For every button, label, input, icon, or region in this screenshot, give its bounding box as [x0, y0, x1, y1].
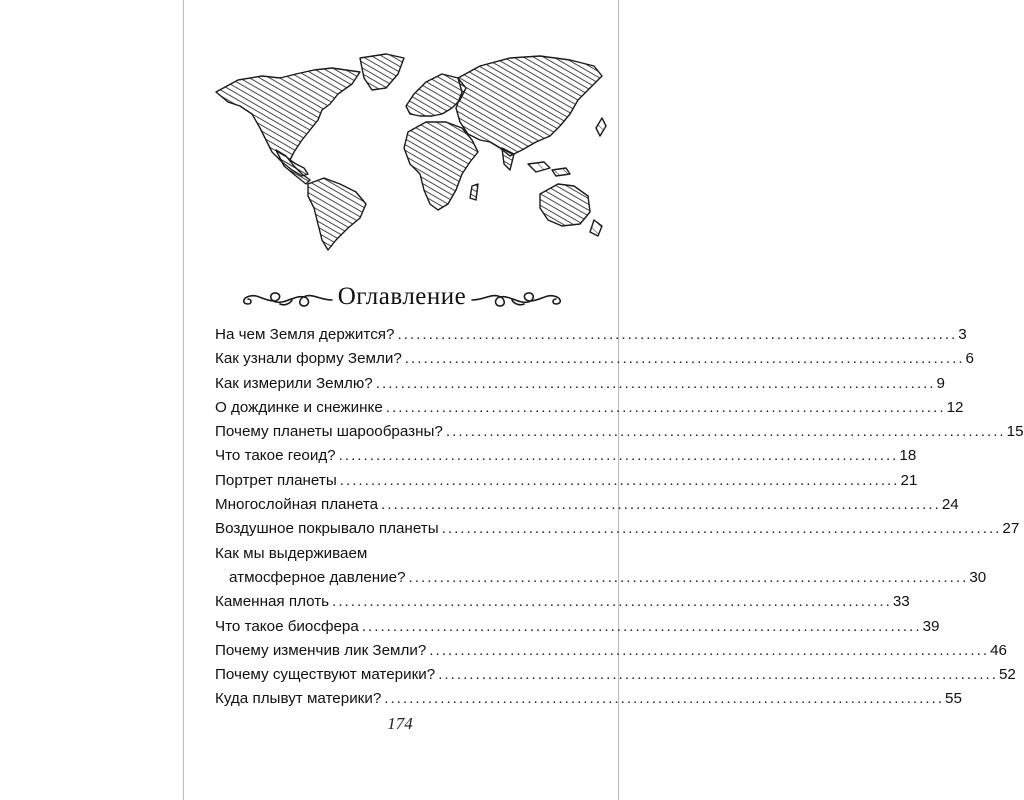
toc-entry[interactable] [215, 420, 1024, 444]
dot-leader: .......................................................................................... [332, 593, 892, 611]
toc-heading [232, 277, 572, 317]
toc-entry-title: атмосферное давление? [229, 568, 406, 586]
toc-entry-title: Почему изменчив лик Земли? [215, 641, 427, 659]
toc-entry[interactable] [215, 639, 1007, 663]
toc-entry-title: Почему существуют материки? [215, 666, 436, 684]
toc-entry-page: 30 [969, 568, 987, 586]
dot-leader: .......................................................................................... [445, 423, 1006, 441]
flourish-ornament-right-icon [470, 284, 570, 310]
toc-entry-page: 12 [946, 398, 964, 416]
toc-entry-page: 21 [900, 471, 918, 489]
dot-leader: .......................................................................................... [441, 520, 1002, 538]
toc-entry[interactable] [215, 469, 918, 493]
toc-entry[interactable] [215, 396, 964, 420]
toc-entry[interactable] [215, 590, 910, 614]
toc-entry[interactable] [215, 444, 917, 468]
toc-entry[interactable] [215, 517, 1020, 541]
dot-leader: .......................................................................................... [338, 447, 899, 465]
dot-leader: .......................................................................................... [438, 666, 998, 684]
dot-leader: .......................................................................................... [429, 641, 990, 659]
toc-entry-page: 3 [958, 326, 967, 343]
toc-entry[interactable] [215, 493, 959, 517]
toc-entry-title: Что такое биосфера [215, 617, 359, 635]
toc-entry-title: Куда плывут материки? [215, 690, 382, 708]
dot-leader: .......................................................................................... [381, 496, 941, 514]
toc-entry-title: Как измерили Землю? [215, 374, 373, 392]
toc-entry-page: 27 [1002, 520, 1020, 538]
toc-entry-title: Каменная плоть [215, 593, 330, 611]
toc-entry-page: 55 [945, 690, 962, 708]
toc-entry-page: 46 [990, 641, 1007, 659]
toc-entry-title: Как мы выдерживаем [215, 544, 368, 562]
toc-entry-page: 15 [1006, 423, 1024, 441]
toc-entry-page: 52 [998, 666, 1016, 684]
toc-entry-title: Что такое геоид? [215, 447, 336, 465]
dot-leader: .......................................................................................... [408, 568, 969, 586]
toc-entry-title: Воздушное покрывало планеты [215, 520, 439, 538]
table-of-contents [215, 323, 1024, 712]
dot-leader: .......................................................................................... [361, 617, 922, 635]
toc-entry-title: О дождинке и снежинке [215, 398, 383, 416]
toc-entry[interactable] [215, 347, 974, 371]
toc-entry[interactable] [215, 663, 1016, 687]
dot-leader: .......................................................................................... [404, 350, 965, 368]
toc-entry-page: 9 [936, 374, 945, 392]
toc-entry-title: Портрет планеты [215, 471, 337, 489]
toc-title: Оглавление [337, 283, 467, 310]
dot-leader: .......................................................................................... [397, 326, 958, 343]
toc-entry-continuation[interactable] [215, 566, 987, 590]
toc-entry-page: 18 [899, 447, 917, 465]
toc-entry-page: 33 [892, 593, 910, 611]
flourish-ornament-left-icon [234, 284, 334, 310]
toc-entry-title: Почему планеты шарообразны? [215, 423, 443, 441]
toc-entry[interactable] [215, 323, 967, 347]
toc-entry-title: Как узнали форму Земли? [215, 350, 402, 368]
dot-leader: .......................................................................................... [375, 374, 936, 392]
toc-entry-first-line[interactable] [215, 542, 596, 566]
toc-entry-page: 39 [922, 617, 940, 635]
dot-leader: .......................................................................................... [384, 690, 945, 708]
toc-entry-page: 6 [965, 350, 974, 368]
toc-entry[interactable] [215, 372, 945, 396]
toc-entry[interactable] [215, 615, 940, 639]
dot-leader: .......................................................................................... [339, 471, 900, 489]
toc-entry-title: На чем Земля держится? [215, 326, 395, 343]
page-number: 174 [387, 714, 413, 733]
toc-entry-page: 24 [941, 496, 959, 514]
dot-leader: .......................................................................................... [385, 398, 946, 416]
toc-entry-title: Многослойная планета [215, 496, 379, 514]
world-map-icon [210, 44, 610, 254]
toc-entry[interactable] [215, 687, 962, 711]
